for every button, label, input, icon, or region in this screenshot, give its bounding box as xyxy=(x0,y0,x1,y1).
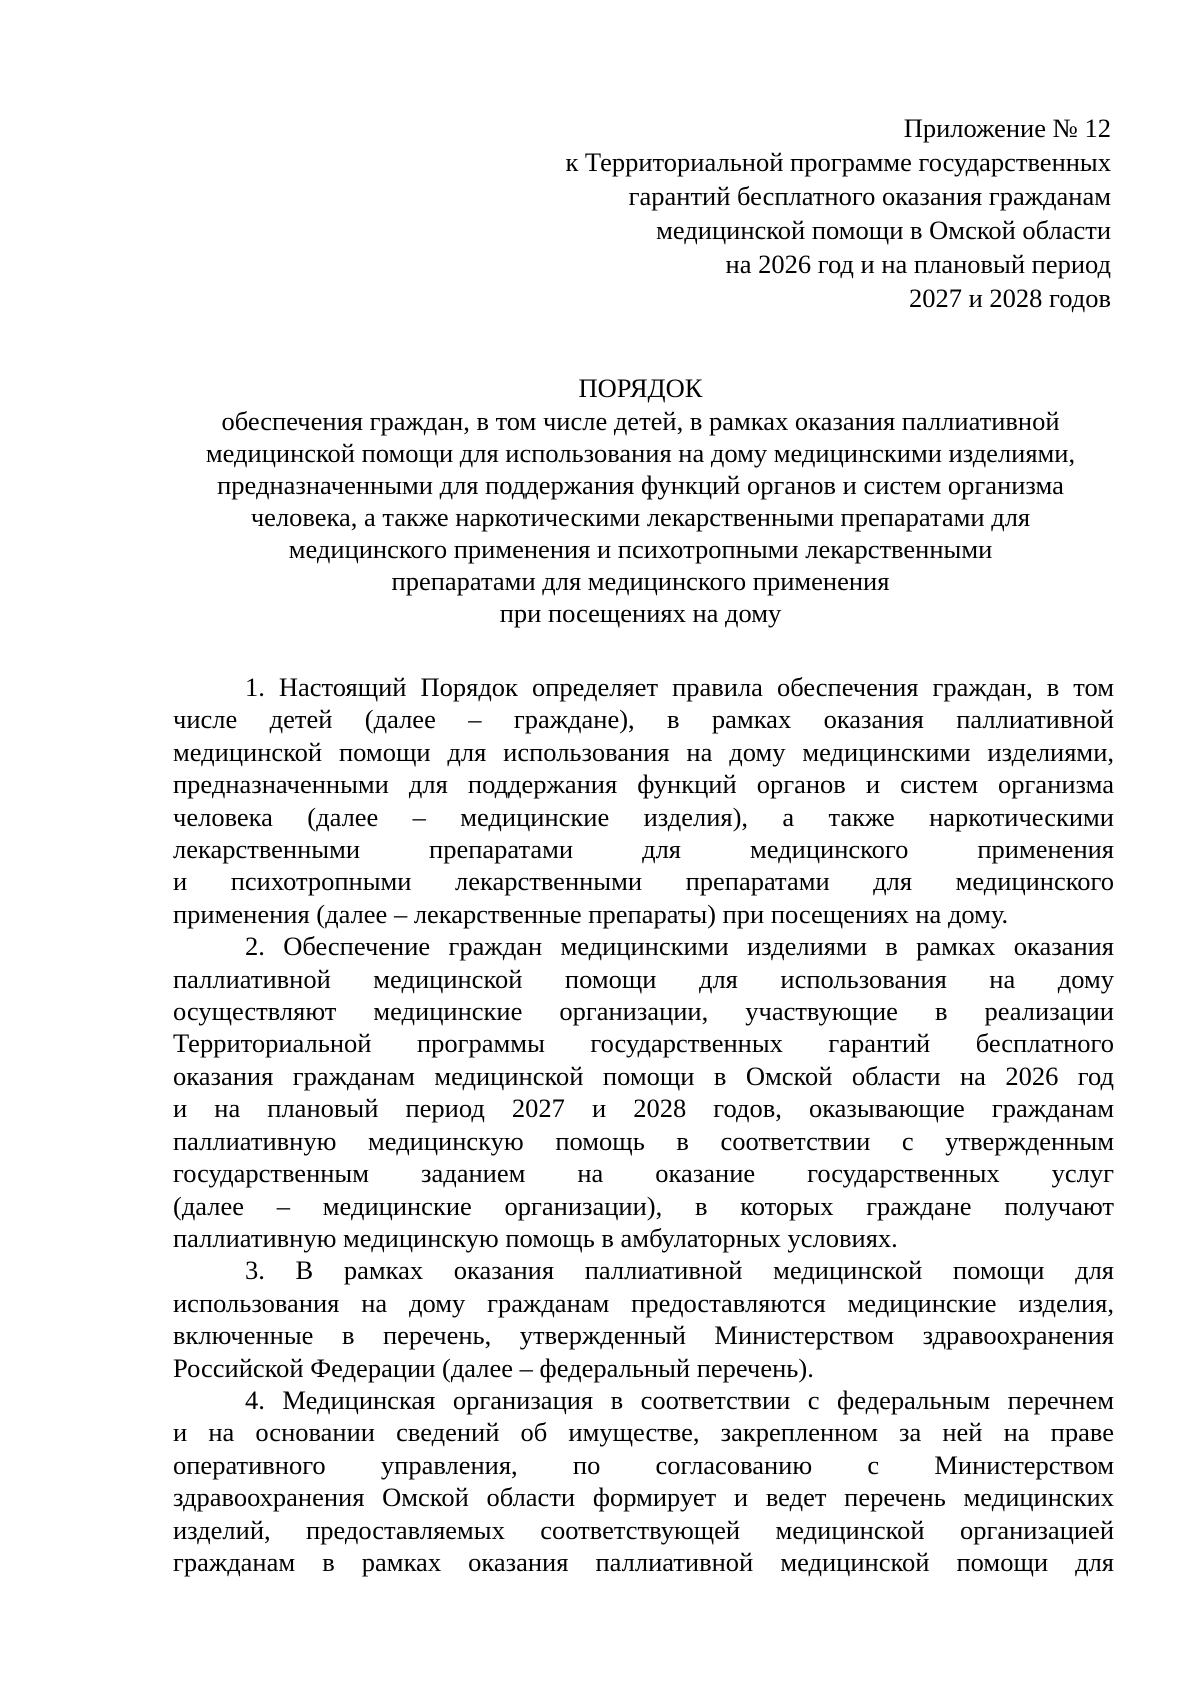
paragraph-3 xyxy=(173,1254,1114,1384)
paragraph-line: числе детей (далее – граждане), в рамках оказания паллиативной xyxy=(173,704,1114,735)
paragraph-line: медицинской помощи для использования на дому медицинскими изделиями, xyxy=(173,736,1114,767)
paragraph-line: лекарственными препаратами для медицинского применения xyxy=(173,834,1114,865)
paragraph-line: и на основании сведений об имуществе, закрепленном за ней на праве xyxy=(173,1417,1114,1448)
appendix-line: на 2026 год и на плановый период xyxy=(725,249,1111,279)
paragraph-1 xyxy=(173,671,1114,930)
paragraph-line: Российской Федерации (далее – федеральный перечень). xyxy=(173,1352,814,1383)
document-body xyxy=(173,671,1114,1578)
paragraph-line: человека (далее – медицинские изделия), а также наркотическими xyxy=(173,801,1114,832)
paragraph-line: изделий, предоставляемых соответствующей медицинской организацией xyxy=(173,1514,1114,1545)
paragraph-line: Территориальной программы государственных гарантий бесплатного xyxy=(173,1028,1114,1059)
paragraph-line: оказания гражданам медицинской помощи в Омской области на 2026 год xyxy=(173,1060,1114,1091)
paragraph-line: и психотропными лекарственными препаратами для медицинского xyxy=(173,866,1114,897)
paragraph-line: использования на дому гражданам предоставляются медицинские изделия, xyxy=(173,1287,1114,1318)
paragraph-line: включенные в перечень, утвержденный Министерством здравоохранения xyxy=(173,1320,1114,1351)
appendix-header xyxy=(411,111,1111,315)
subtitle-line: человека, а также наркотическими лекарственными препаратами для xyxy=(250,502,1031,532)
appendix-line: к Территориальной программе государственных xyxy=(565,147,1111,177)
paragraph-line: паллиативную медицинскую помощь в соответствии с утвержденным xyxy=(173,1125,1114,1156)
paragraph-line: 2. Обеспечение граждан медицинскими изделиями в рамках оказания xyxy=(245,931,1114,962)
paragraph-4 xyxy=(173,1384,1114,1578)
paragraph-line: 4. Медицинская организация в соответствии с федеральным перечнем xyxy=(245,1384,1114,1415)
paragraph-line: паллиативной медицинской помощи для использования на дому xyxy=(173,963,1114,994)
subtitle-line: предназначенными для поддержания функций органов и систем организма xyxy=(217,470,1064,500)
appendix-line: медицинской помощи в Омской области xyxy=(656,215,1111,245)
title-main: ПОРЯДОК xyxy=(578,373,703,403)
paragraph-line: здравоохранения Омской области формирует и ведет перечень медицинских xyxy=(173,1482,1114,1513)
paragraph-line: осуществляют медицинские организации, участвующие в реализации xyxy=(173,996,1114,1027)
subtitle-line: медицинской помощи для использования на дому медицинскими изделиями, xyxy=(205,438,1076,468)
paragraph-line: (далее – медицинские организации), в которых граждане получают xyxy=(173,1190,1114,1221)
paragraph-line: паллиативную медицинскую помощь в амбулаторных условиях. xyxy=(173,1222,898,1253)
subtitle-line: при посещениях на дому xyxy=(499,598,782,628)
paragraph-line: гражданам в рамках оказания паллиативной медицинской помощи для xyxy=(173,1546,1114,1577)
paragraph-line: государственным заданием на оказание государственных услуг xyxy=(173,1158,1114,1189)
paragraph-2 xyxy=(173,930,1114,1254)
paragraph-line: применения (далее – лекарственные препараты) при посещениях на дому. xyxy=(173,898,1009,929)
paragraph-line: 1. Настоящий Порядок определяет правила обеспечения граждан, в том xyxy=(245,672,1114,702)
paragraph-line: и на плановый период 2027 и 2028 годов, оказывающие гражданам xyxy=(173,1093,1114,1124)
document-title xyxy=(170,372,1111,629)
subtitle-line: медицинского применения и психотропными лекарственными xyxy=(288,534,993,564)
subtitle-line: обеспечения граждан, в том числе детей, в рамках оказания паллиативной xyxy=(221,406,1060,436)
paragraph-line: 3. В рамках оказания паллиативной медицинской помощи для xyxy=(245,1255,1114,1286)
paragraph-line: предназначенными для поддержания функций органов и систем организма xyxy=(173,769,1114,800)
appendix-line: Приложение № 12 xyxy=(903,113,1111,143)
appendix-line: гарантий бесплатного оказания гражданам xyxy=(628,181,1111,211)
subtitle-line: препаратами для медицинского применения xyxy=(391,566,890,596)
paragraph-line: оперативного управления, по согласованию с Министерством xyxy=(173,1449,1114,1480)
appendix-line: 2027 и 2028 годов xyxy=(909,283,1111,313)
